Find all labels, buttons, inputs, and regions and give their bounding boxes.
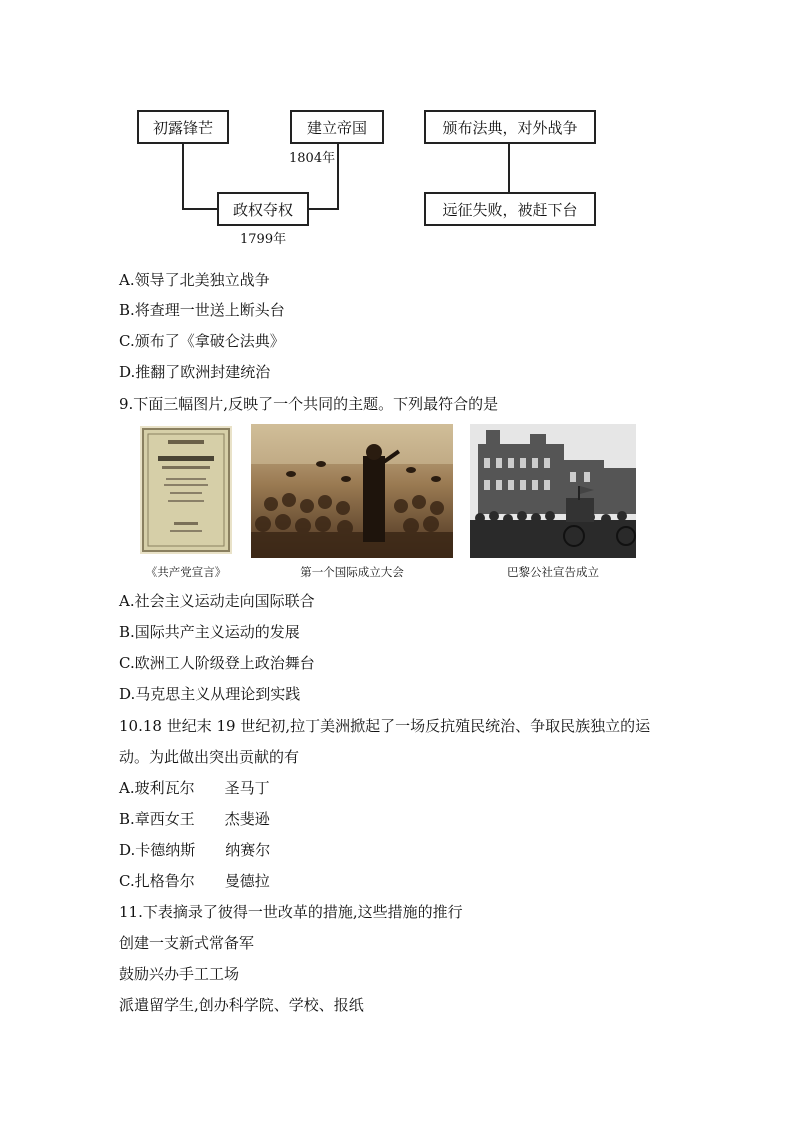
manifesto-cover-image: [140, 426, 232, 554]
q11-item-3: 派遣留学生,创办科学院、学校、报纸: [119, 996, 364, 1014]
diagram-box-empire: 建立帝国: [290, 110, 384, 144]
q11-item-1: 创建一支新式常备军: [119, 934, 255, 952]
connector-line: [182, 208, 217, 210]
q8-option-d: D.推翻了欧洲封建统治: [119, 363, 271, 381]
q8-option-a: A.领导了北美独立战争: [119, 271, 270, 289]
connector-line: [337, 144, 339, 210]
q8-option-b: B.将查理一世送上断头台: [119, 301, 285, 319]
q9-option-a: A.社会主义运动走向国际联合: [119, 592, 315, 610]
diagram-box-seize: 政权夺权: [217, 192, 309, 226]
q9-option-b: B.国际共产主义运动的发展: [119, 623, 300, 641]
q10-option-b: B.章西女王 杰斐逊: [119, 810, 270, 828]
q11-stem: 11.下表摘录了彼得一世改革的措施,这些措施的推行: [119, 903, 463, 921]
q9-option-c: C.欧洲工人阶级登上政治舞台: [119, 654, 315, 672]
connector-line: [508, 144, 510, 192]
diagram-box-defeat: 远征失败，被赶下台: [424, 192, 596, 226]
q10-stem-line2: 动。为此做出突出贡献的有: [119, 748, 300, 766]
q10-option-a: A.玻利瓦尔 圣马丁: [119, 779, 270, 797]
paris-commune-image: [470, 424, 636, 558]
q9-option-d: D.马克思主义从理论到实践: [119, 685, 301, 703]
connector-line: [309, 208, 339, 210]
year-label-1799: 1799年: [240, 232, 287, 247]
q11-item-2: 鼓励兴办手工工场: [119, 965, 240, 983]
first-international-image: [251, 424, 453, 558]
q9-stem: 9.下面三幅图片,反映了一个共同的主题。下列最符合的是: [119, 395, 499, 413]
diagram-box-code: 颁布法典，对外战争: [424, 110, 596, 144]
diagram-box-early: 初露锋芒: [137, 110, 229, 144]
q10-option-c: C.扎格鲁尔 曼德拉: [119, 872, 270, 890]
connector-line: [182, 144, 184, 210]
q10-stem-line1: 10.18 世纪末 19 世纪初,拉丁美洲掀起了一场反抗殖民统治、争取民族独立的运: [119, 717, 651, 735]
q8-option-c: C.颁布了《拿破仑法典》: [119, 332, 285, 350]
caption-first-international: 第一个国际成立大会: [300, 565, 404, 579]
year-label-1804: 1804年: [289, 151, 336, 166]
caption-manifesto: 《共产党宣言》: [145, 565, 227, 579]
caption-paris-commune: 巴黎公社宣告成立: [507, 565, 599, 579]
q10-option-d: D.卡德纳斯 纳赛尔: [119, 841, 271, 859]
